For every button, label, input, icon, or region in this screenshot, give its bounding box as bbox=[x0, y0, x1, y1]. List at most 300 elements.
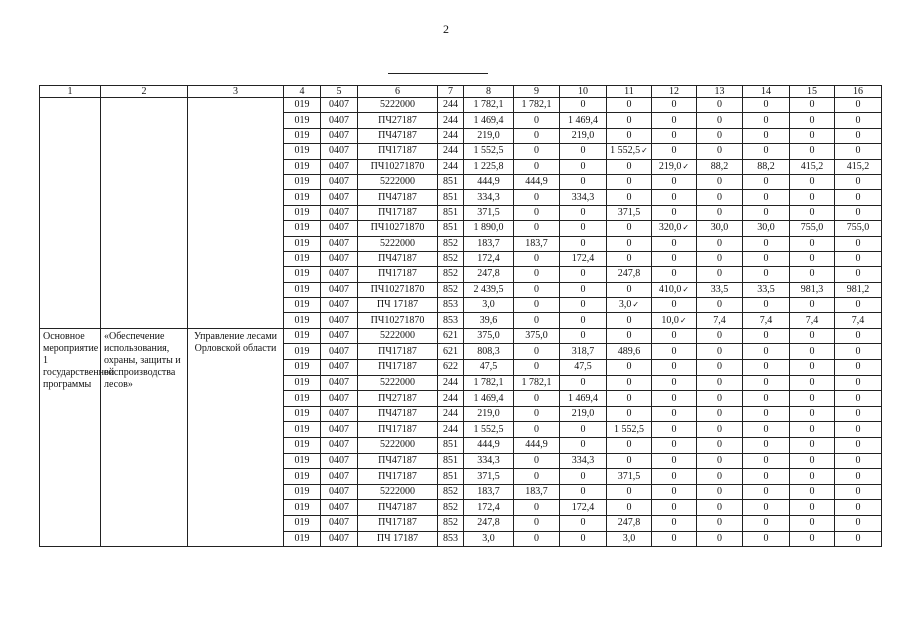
data-cell: 33,5 bbox=[743, 282, 790, 297]
data-cell: 019 bbox=[284, 128, 321, 143]
data-cell: 0 bbox=[560, 221, 607, 236]
column-header: 16 bbox=[835, 86, 882, 98]
data-cell: 852 bbox=[438, 515, 464, 531]
data-cell: 0 bbox=[560, 282, 607, 297]
data-cell: 851 bbox=[438, 438, 464, 454]
data-cell: 019 bbox=[284, 453, 321, 469]
data-cell: 852 bbox=[438, 251, 464, 266]
data-cell: 0407 bbox=[321, 313, 358, 328]
data-cell: 0 bbox=[607, 98, 652, 113]
data-cell: 30,0 bbox=[697, 221, 743, 236]
data-cell: 444,9 bbox=[514, 174, 560, 189]
separator-line bbox=[388, 73, 488, 74]
data-cell: 0 bbox=[607, 159, 652, 174]
data-cell: 755,0 bbox=[835, 221, 882, 236]
data-cell: 0 bbox=[697, 128, 743, 143]
table-row bbox=[40, 328, 882, 344]
data-cell: 0 bbox=[560, 174, 607, 189]
data-cell: 0 bbox=[835, 267, 882, 282]
data-cell: 0 bbox=[835, 113, 882, 128]
column-header: 4 bbox=[284, 86, 321, 98]
data-cell: 0 bbox=[790, 515, 835, 531]
data-cell: 0 bbox=[835, 469, 882, 485]
data-cell: 244 bbox=[438, 113, 464, 128]
data-cell: 39,6 bbox=[464, 313, 514, 328]
data-cell: ПЧ27187 bbox=[358, 113, 438, 128]
data-cell: 1 782,1 bbox=[514, 375, 560, 391]
data-cell: 0 bbox=[835, 500, 882, 516]
data-cell: ПЧ10271870 bbox=[358, 159, 438, 174]
data-cell: 0407 bbox=[321, 438, 358, 454]
data-cell: 0 bbox=[835, 375, 882, 391]
data-cell: 019 bbox=[284, 251, 321, 266]
data-cell: 375,0 bbox=[514, 328, 560, 344]
data-cell: 183,7 bbox=[514, 236, 560, 251]
data-cell: 172,4 bbox=[560, 500, 607, 516]
data-cell: 5222000 bbox=[358, 438, 438, 454]
data-cell: 019 bbox=[284, 328, 321, 344]
data-cell: 0 bbox=[743, 375, 790, 391]
data-cell: 621 bbox=[438, 344, 464, 360]
data-cell: 0 bbox=[697, 484, 743, 500]
data-cell: 0 bbox=[697, 174, 743, 189]
data-cell: 0407 bbox=[321, 391, 358, 407]
data-cell: 0407 bbox=[321, 282, 358, 297]
data-cell: 219,0 bbox=[464, 406, 514, 422]
data-cell: 0407 bbox=[321, 267, 358, 282]
data-cell: ПЧ 17187 bbox=[358, 531, 438, 547]
data-cell: 0 bbox=[743, 113, 790, 128]
data-cell: 853 bbox=[438, 531, 464, 547]
data-cell: 0 bbox=[652, 360, 697, 376]
data-cell: 0 bbox=[697, 144, 743, 159]
data-cell: 0 bbox=[697, 422, 743, 438]
data-cell: 0407 bbox=[321, 422, 358, 438]
data-cell: 3,0 bbox=[607, 531, 652, 547]
data-cell: 019 bbox=[284, 190, 321, 205]
data-cell: 0 bbox=[652, 453, 697, 469]
check-mark-icon: ✓ bbox=[682, 223, 690, 233]
data-cell: 0 bbox=[560, 313, 607, 328]
data-cell: 0 bbox=[652, 469, 697, 485]
data-cell: 244 bbox=[438, 375, 464, 391]
budget-table bbox=[39, 85, 882, 547]
column-header: 11 bbox=[607, 86, 652, 98]
data-cell: 0 bbox=[743, 438, 790, 454]
data-cell: ПЧ47187 bbox=[358, 500, 438, 516]
data-cell: 981,2 bbox=[835, 282, 882, 297]
data-cell: 0407 bbox=[321, 298, 358, 313]
data-cell: 320,0✓ bbox=[652, 221, 697, 236]
data-cell: 2 439,5 bbox=[464, 282, 514, 297]
data-cell: 0 bbox=[514, 391, 560, 407]
data-cell: 0 bbox=[652, 500, 697, 516]
data-cell: 415,2 bbox=[790, 159, 835, 174]
data-cell: 0 bbox=[560, 144, 607, 159]
data-cell: 0407 bbox=[321, 98, 358, 113]
data-cell: 0 bbox=[835, 422, 882, 438]
data-cell: 019 bbox=[284, 236, 321, 251]
column-header: 9 bbox=[514, 86, 560, 98]
data-cell: 0 bbox=[514, 515, 560, 531]
data-cell: 0 bbox=[835, 515, 882, 531]
data-cell: 019 bbox=[284, 531, 321, 547]
data-cell: 0 bbox=[652, 298, 697, 313]
data-cell: 0407 bbox=[321, 406, 358, 422]
data-cell: 1 469,4 bbox=[560, 113, 607, 128]
data-cell: 0 bbox=[607, 190, 652, 205]
data-cell: ПЧ47187 bbox=[358, 128, 438, 143]
data-cell: 0 bbox=[652, 406, 697, 422]
data-cell: ПЧ10271870 bbox=[358, 313, 438, 328]
data-cell: 0 bbox=[560, 328, 607, 344]
data-cell: 172,4 bbox=[464, 251, 514, 266]
data-cell: 019 bbox=[284, 221, 321, 236]
description-cell: Основное мероприятие 1 государственной программы bbox=[40, 328, 101, 546]
data-cell: 019 bbox=[284, 515, 321, 531]
data-cell: 0 bbox=[697, 98, 743, 113]
data-cell: 3,0 bbox=[464, 298, 514, 313]
data-cell: 0 bbox=[835, 174, 882, 189]
data-cell: 0 bbox=[514, 422, 560, 438]
data-cell: 0 bbox=[743, 298, 790, 313]
data-cell: 33,5 bbox=[697, 282, 743, 297]
data-cell: 0 bbox=[514, 453, 560, 469]
data-cell: 0 bbox=[514, 221, 560, 236]
data-cell: 0 bbox=[607, 236, 652, 251]
data-cell: 219,0 bbox=[464, 128, 514, 143]
data-cell: 0 bbox=[560, 438, 607, 454]
data-cell: 244 bbox=[438, 406, 464, 422]
data-cell: 5222000 bbox=[358, 328, 438, 344]
data-cell: 0407 bbox=[321, 328, 358, 344]
data-cell: 019 bbox=[284, 282, 321, 297]
column-header: 1 bbox=[40, 86, 101, 98]
data-cell: 0407 bbox=[321, 113, 358, 128]
data-cell: 0 bbox=[560, 484, 607, 500]
data-cell: 0 bbox=[514, 205, 560, 220]
data-cell: 0 bbox=[790, 267, 835, 282]
data-cell: 334,3 bbox=[560, 453, 607, 469]
data-cell: 0 bbox=[697, 469, 743, 485]
data-cell: 0 bbox=[697, 113, 743, 128]
data-cell: 88,2 bbox=[697, 159, 743, 174]
data-cell: ПЧ17187 bbox=[358, 422, 438, 438]
data-cell: 0 bbox=[835, 453, 882, 469]
data-cell: 0 bbox=[607, 221, 652, 236]
data-cell: 0 bbox=[743, 190, 790, 205]
data-cell: 0 bbox=[835, 344, 882, 360]
data-cell: 183,7 bbox=[464, 484, 514, 500]
data-cell: 7,4 bbox=[743, 313, 790, 328]
data-cell: 0 bbox=[514, 159, 560, 174]
data-cell: 244 bbox=[438, 128, 464, 143]
data-cell: 0 bbox=[743, 251, 790, 266]
data-cell: 019 bbox=[284, 159, 321, 174]
data-cell: 851 bbox=[438, 190, 464, 205]
data-cell: 851 bbox=[438, 174, 464, 189]
data-cell: 0 bbox=[835, 190, 882, 205]
data-cell: ПЧ47187 bbox=[358, 190, 438, 205]
data-cell: 244 bbox=[438, 98, 464, 113]
data-cell: 0 bbox=[607, 328, 652, 344]
data-cell: 0 bbox=[835, 391, 882, 407]
data-cell: 0 bbox=[835, 484, 882, 500]
data-cell: 0 bbox=[652, 267, 697, 282]
data-cell: 0407 bbox=[321, 375, 358, 391]
data-cell: 0 bbox=[514, 500, 560, 516]
data-cell: 0 bbox=[514, 144, 560, 159]
data-cell: 0407 bbox=[321, 128, 358, 143]
data-cell: 0 bbox=[560, 205, 607, 220]
data-cell: 444,9 bbox=[514, 438, 560, 454]
data-cell: 371,5 bbox=[464, 205, 514, 220]
data-cell: 755,0 bbox=[790, 221, 835, 236]
data-cell: 019 bbox=[284, 500, 321, 516]
data-cell: 0 bbox=[652, 391, 697, 407]
data-cell: 0407 bbox=[321, 360, 358, 376]
column-header: 14 bbox=[743, 86, 790, 98]
data-cell: 1 469,4 bbox=[560, 391, 607, 407]
data-cell: 019 bbox=[284, 98, 321, 113]
data-cell: 0407 bbox=[321, 515, 358, 531]
data-cell: 0 bbox=[743, 174, 790, 189]
data-cell: 444,9 bbox=[464, 438, 514, 454]
data-cell: 88,2 bbox=[743, 159, 790, 174]
data-cell: 371,5 bbox=[607, 469, 652, 485]
data-cell: 247,8 bbox=[607, 267, 652, 282]
data-cell: 1 225,8 bbox=[464, 159, 514, 174]
data-cell: 852 bbox=[438, 282, 464, 297]
data-cell: 0 bbox=[607, 113, 652, 128]
data-cell: 0 bbox=[835, 98, 882, 113]
data-cell: 0 bbox=[697, 190, 743, 205]
check-mark-icon: ✓ bbox=[632, 300, 640, 310]
data-cell: 019 bbox=[284, 298, 321, 313]
check-mark-icon: ✓ bbox=[641, 146, 648, 156]
data-cell: 0 bbox=[652, 251, 697, 266]
data-cell: 0 bbox=[607, 391, 652, 407]
data-cell: 0 bbox=[835, 531, 882, 547]
data-cell: 0 bbox=[514, 113, 560, 128]
data-cell: 0407 bbox=[321, 221, 358, 236]
data-cell: 47,5 bbox=[560, 360, 607, 376]
data-cell: 489,6 bbox=[607, 344, 652, 360]
data-cell: 0407 bbox=[321, 174, 358, 189]
data-cell: 1 469,4 bbox=[464, 391, 514, 407]
column-header: 8 bbox=[464, 86, 514, 98]
data-cell: 0 bbox=[743, 453, 790, 469]
data-cell: 0 bbox=[560, 515, 607, 531]
data-cell: 0 bbox=[743, 267, 790, 282]
data-cell: 0 bbox=[514, 128, 560, 143]
data-cell: 0407 bbox=[321, 190, 358, 205]
data-cell: 853 bbox=[438, 298, 464, 313]
data-cell: ПЧ17187 bbox=[358, 469, 438, 485]
data-cell: 1 552,5✓ bbox=[607, 144, 652, 159]
data-cell: 852 bbox=[438, 267, 464, 282]
data-cell: 019 bbox=[284, 313, 321, 328]
data-cell: 0 bbox=[652, 328, 697, 344]
data-cell: 0 bbox=[790, 500, 835, 516]
data-cell: 0 bbox=[835, 298, 882, 313]
data-cell: ПЧ 17187 bbox=[358, 298, 438, 313]
data-cell: 0 bbox=[790, 406, 835, 422]
data-cell: 0 bbox=[743, 328, 790, 344]
data-cell: 0 bbox=[790, 236, 835, 251]
data-cell: 621 bbox=[438, 328, 464, 344]
data-cell: ПЧ10271870 bbox=[358, 282, 438, 297]
data-cell: ПЧ47187 bbox=[358, 251, 438, 266]
data-cell: 0 bbox=[607, 174, 652, 189]
data-cell: 0 bbox=[835, 251, 882, 266]
data-cell: 0 bbox=[514, 344, 560, 360]
data-cell: 0407 bbox=[321, 159, 358, 174]
data-cell: 0 bbox=[652, 422, 697, 438]
data-cell: 0 bbox=[790, 438, 835, 454]
data-cell: 1 552,5 bbox=[607, 422, 652, 438]
data-cell: 0407 bbox=[321, 344, 358, 360]
check-mark-icon: ✓ bbox=[682, 284, 690, 294]
data-cell: 0 bbox=[790, 422, 835, 438]
data-cell: 0 bbox=[560, 375, 607, 391]
data-cell: 247,8 bbox=[464, 267, 514, 282]
data-cell: 0 bbox=[835, 205, 882, 220]
data-cell: 0 bbox=[790, 174, 835, 189]
data-cell: 0 bbox=[514, 282, 560, 297]
data-cell: 622 bbox=[438, 360, 464, 376]
data-cell: ПЧ47187 bbox=[358, 406, 438, 422]
data-cell: 0 bbox=[743, 98, 790, 113]
description-cell bbox=[40, 98, 101, 329]
table-row bbox=[40, 98, 882, 113]
data-cell: 0 bbox=[652, 98, 697, 113]
data-cell: 0 bbox=[652, 128, 697, 143]
data-cell: 334,3 bbox=[464, 453, 514, 469]
data-cell: 0 bbox=[514, 360, 560, 376]
data-cell: 410,0✓ bbox=[652, 282, 697, 297]
data-cell: 0 bbox=[835, 236, 882, 251]
data-cell: 0 bbox=[652, 205, 697, 220]
data-cell: 0 bbox=[835, 328, 882, 344]
data-cell: 0 bbox=[607, 360, 652, 376]
data-cell: 0 bbox=[652, 113, 697, 128]
data-cell: 019 bbox=[284, 344, 321, 360]
data-cell: 0 bbox=[743, 531, 790, 547]
data-cell: 1 552,5 bbox=[464, 144, 514, 159]
data-cell: 0 bbox=[607, 406, 652, 422]
data-cell: 851 bbox=[438, 453, 464, 469]
data-cell: 318,7 bbox=[560, 344, 607, 360]
data-cell: 3,0 bbox=[464, 531, 514, 547]
data-cell: 0 bbox=[652, 375, 697, 391]
data-cell: 7,4 bbox=[790, 313, 835, 328]
data-cell: 1 890,0 bbox=[464, 221, 514, 236]
data-cell: 0 bbox=[790, 190, 835, 205]
data-cell: 0 bbox=[697, 251, 743, 266]
check-mark-icon: ✓ bbox=[679, 315, 687, 325]
data-cell: 019 bbox=[284, 144, 321, 159]
data-cell: 334,3 bbox=[560, 190, 607, 205]
data-cell: 172,4 bbox=[464, 500, 514, 516]
column-header: 2 bbox=[101, 86, 188, 98]
data-cell: ПЧ17187 bbox=[358, 144, 438, 159]
data-cell: 0 bbox=[743, 422, 790, 438]
data-cell: 0 bbox=[652, 531, 697, 547]
data-cell: 0 bbox=[697, 515, 743, 531]
data-cell: 852 bbox=[438, 236, 464, 251]
data-cell: 0 bbox=[790, 469, 835, 485]
data-cell: 0 bbox=[743, 236, 790, 251]
data-cell: 0 bbox=[560, 422, 607, 438]
data-cell: 3,0✓ bbox=[607, 298, 652, 313]
data-cell: 10,0✓ bbox=[652, 313, 697, 328]
data-cell: 244 bbox=[438, 391, 464, 407]
data-cell: 0 bbox=[560, 298, 607, 313]
data-cell: 0 bbox=[652, 484, 697, 500]
data-cell: 0 bbox=[652, 515, 697, 531]
data-cell: 019 bbox=[284, 484, 321, 500]
data-cell: 0 bbox=[560, 159, 607, 174]
data-cell: 0 bbox=[652, 144, 697, 159]
data-cell: 0 bbox=[607, 251, 652, 266]
data-cell: 0 bbox=[607, 453, 652, 469]
data-cell: ПЧ17187 bbox=[358, 360, 438, 376]
data-cell: 0 bbox=[743, 360, 790, 376]
data-cell: 019 bbox=[284, 469, 321, 485]
data-cell: 0 bbox=[790, 391, 835, 407]
data-cell: 5222000 bbox=[358, 484, 438, 500]
data-cell: 7,4 bbox=[835, 313, 882, 328]
description-cell: «Обеспечение использования, охраны, защиты и воспроизводства лесов» bbox=[101, 328, 188, 546]
column-header: 10 bbox=[560, 86, 607, 98]
data-cell: 0 bbox=[790, 453, 835, 469]
data-cell: 0 bbox=[607, 313, 652, 328]
data-cell: 219,0✓ bbox=[652, 159, 697, 174]
data-cell: 0 bbox=[697, 298, 743, 313]
data-cell: 0 bbox=[607, 484, 652, 500]
data-cell: 0 bbox=[790, 344, 835, 360]
data-cell: 0 bbox=[743, 144, 790, 159]
data-cell: 0407 bbox=[321, 251, 358, 266]
data-cell: 0 bbox=[790, 113, 835, 128]
data-cell: 019 bbox=[284, 360, 321, 376]
data-cell: 0 bbox=[790, 144, 835, 159]
data-cell: 1 552,5 bbox=[464, 422, 514, 438]
data-cell: 1 782,1 bbox=[464, 98, 514, 113]
data-cell: 444,9 bbox=[464, 174, 514, 189]
data-cell: 244 bbox=[438, 159, 464, 174]
data-cell: 5222000 bbox=[358, 174, 438, 189]
data-cell: 0 bbox=[697, 360, 743, 376]
data-cell: 0 bbox=[607, 128, 652, 143]
header-row bbox=[40, 86, 882, 98]
data-cell: 0407 bbox=[321, 236, 358, 251]
data-cell: 7,4 bbox=[697, 313, 743, 328]
data-cell: 851 bbox=[438, 205, 464, 220]
data-cell: 0 bbox=[697, 328, 743, 344]
data-cell: 0 bbox=[652, 190, 697, 205]
data-cell: 0407 bbox=[321, 144, 358, 159]
data-cell: 0407 bbox=[321, 469, 358, 485]
data-cell: ПЧ17187 bbox=[358, 344, 438, 360]
data-cell: 0 bbox=[790, 298, 835, 313]
data-cell: 0 bbox=[697, 236, 743, 251]
data-cell: 0 bbox=[514, 531, 560, 547]
data-cell: 0 bbox=[835, 128, 882, 143]
data-cell: 0 bbox=[697, 438, 743, 454]
page-number: 2 bbox=[443, 22, 449, 36]
